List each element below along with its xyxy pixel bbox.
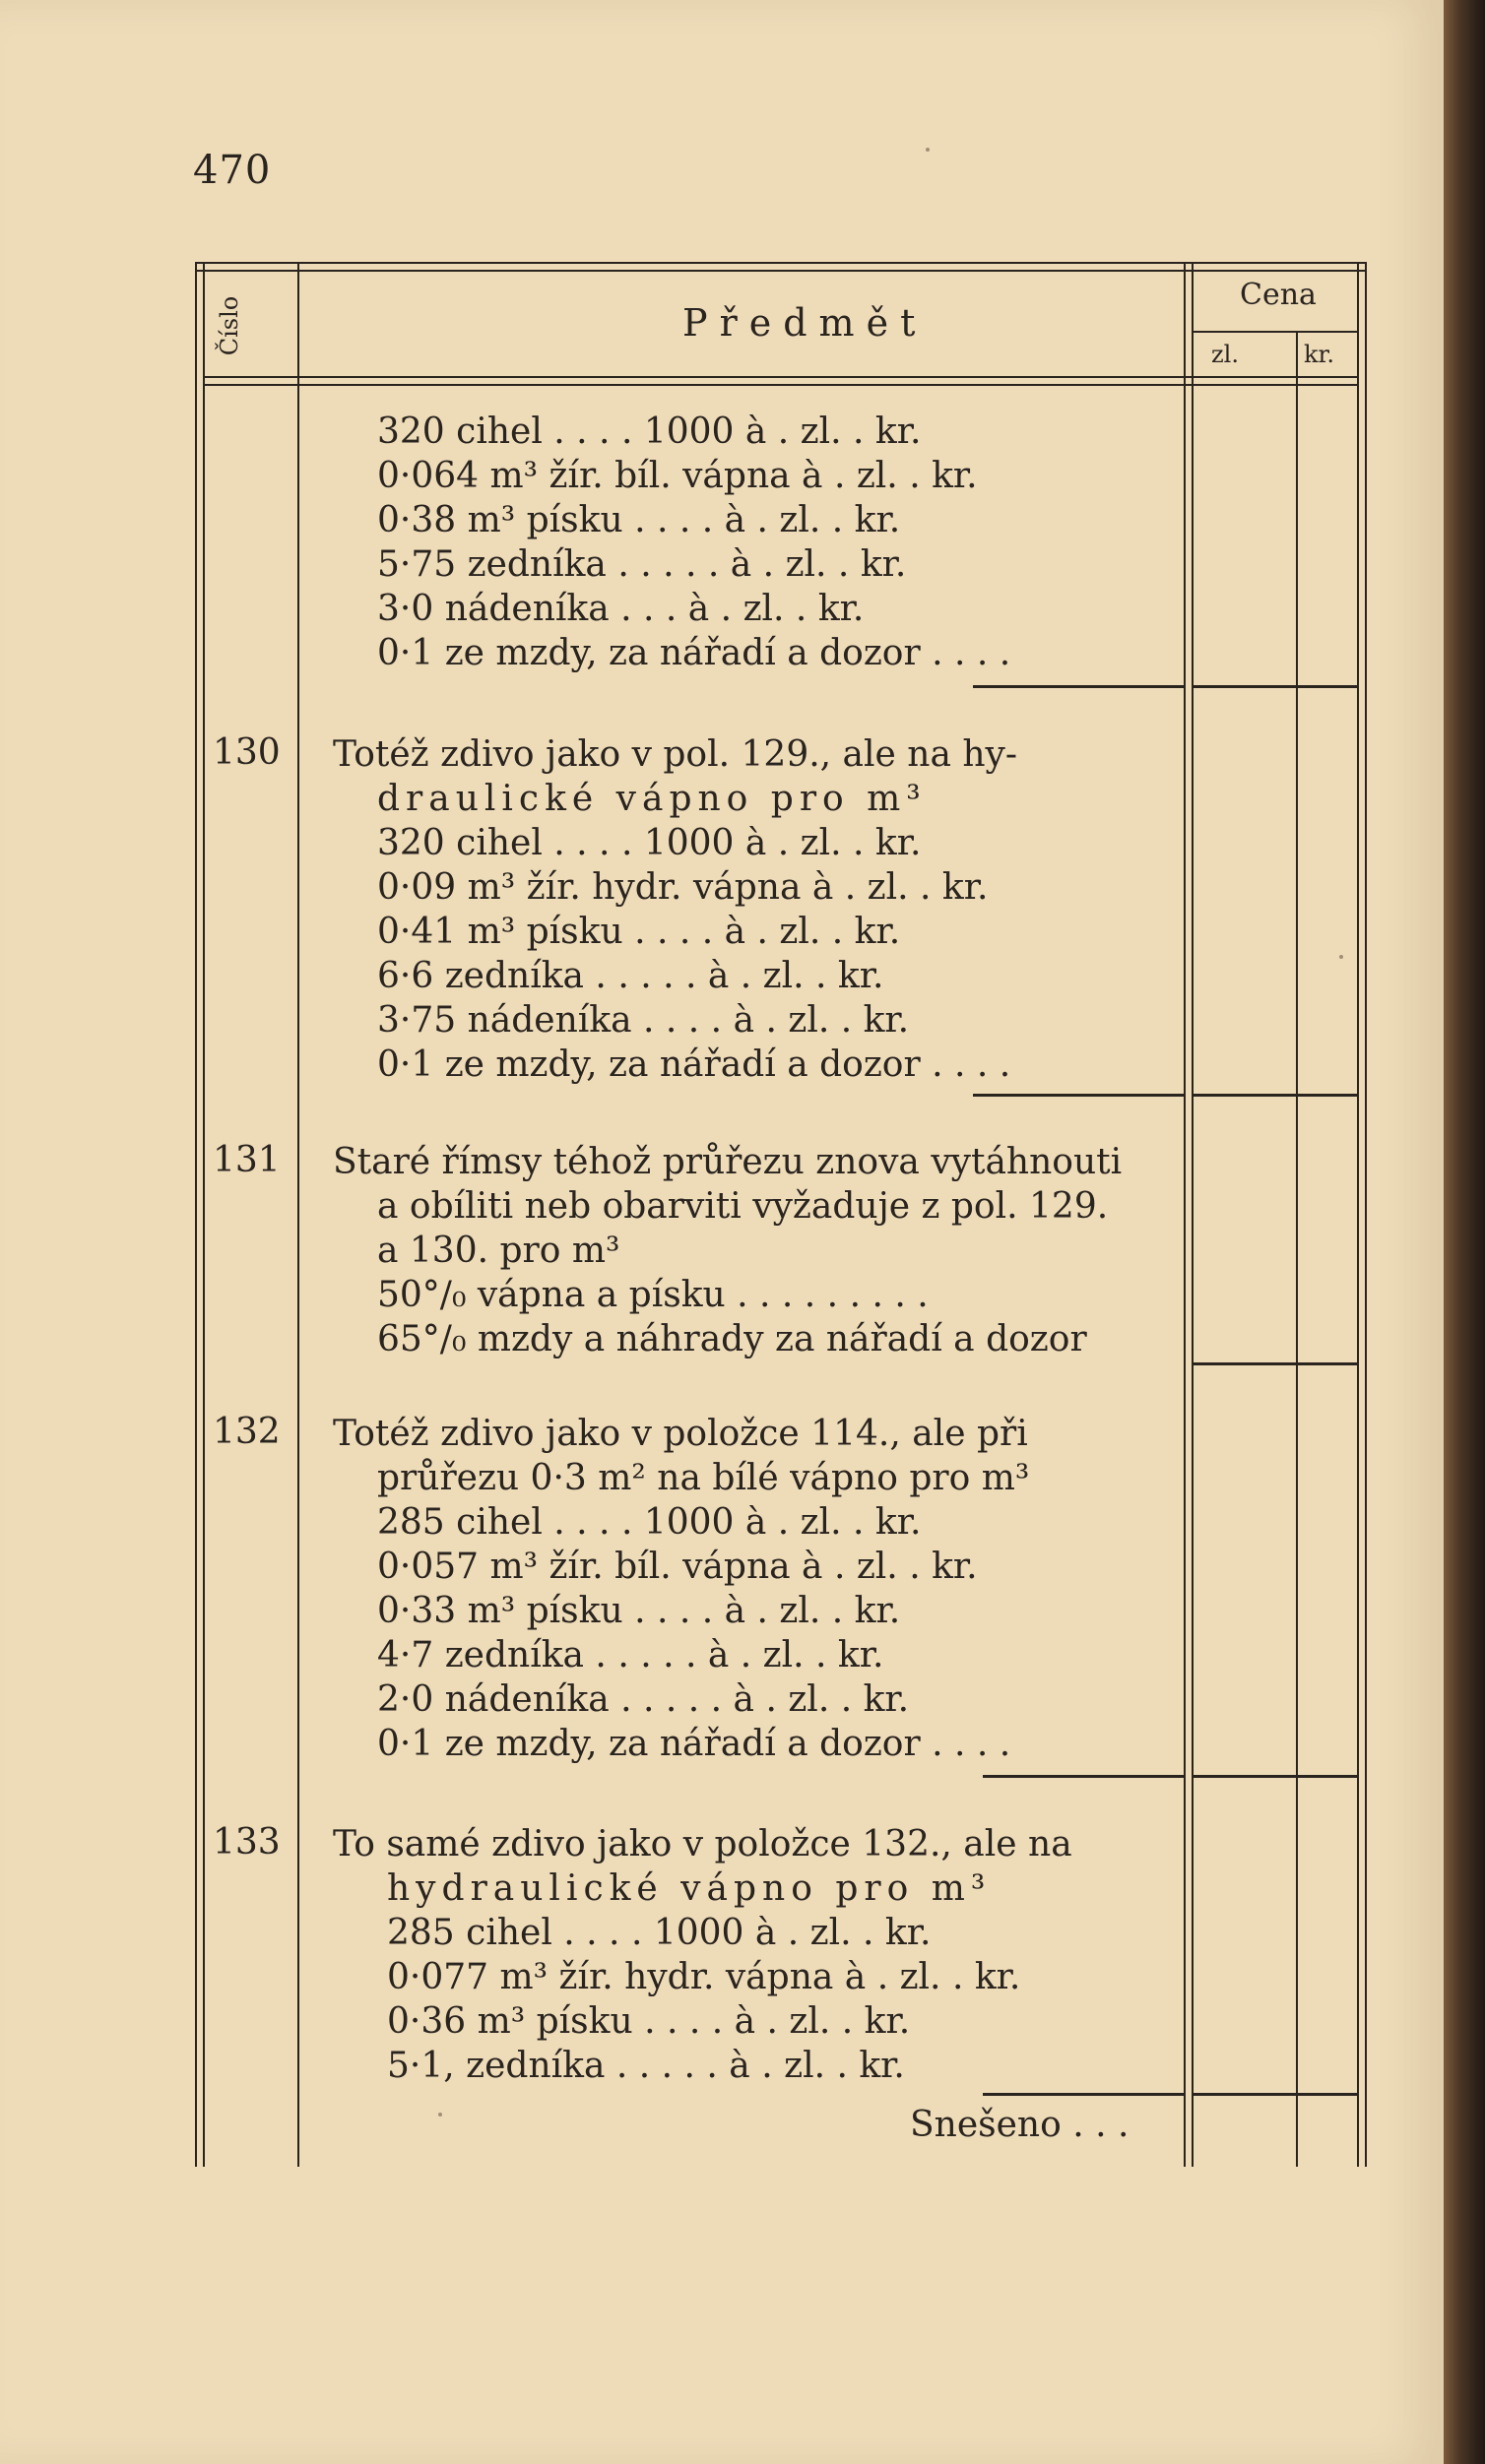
item-line: Totéž zdivo jako v pol. 129., ale na hy- xyxy=(333,734,1018,775)
item-line: průřezu 0·3 m² na bílé vápno pro m³ xyxy=(377,1458,1030,1498)
item-line: 320 cihel . . . . 1000 à . zl. . kr. xyxy=(377,411,922,452)
column-header-price: Cena xyxy=(1240,278,1317,312)
item-line: a 130. pro m³ xyxy=(377,1231,620,1271)
carried-forward-label: Snešeno . . . xyxy=(910,2105,1130,2145)
item-line: a obíliti neb obarviti vyžaduje z pol. 129. xyxy=(377,1186,1109,1227)
item-line: 0·1 ze mzdy, za nářadí a dozor . . . . xyxy=(377,633,1011,673)
item-line: 4·7 zedníka . . . . . à . zl. . kr. xyxy=(377,1635,884,1675)
item-line: To samé zdivo jako v položce 132., ale na xyxy=(333,1824,1072,1864)
item-line: 6·6 zedníka . . . . . à . zl. . kr. xyxy=(377,956,884,996)
column-header-number: Číslo xyxy=(216,295,244,356)
item-line: 0·1 ze mzdy, za nářadí a dozor . . . . xyxy=(377,1044,1011,1085)
item-line: 0·36 m³ písku . . . . à . zl. . kr. xyxy=(387,2001,911,2042)
item-line: 65°/₀ mzdy a náhrady za nářadí a dozor xyxy=(377,1319,1087,1359)
column-header-subject: Předmět xyxy=(682,301,928,345)
item-line: draulické vápno pro m³ xyxy=(377,779,927,819)
item-line: 0·064 m³ žír. bíl. vápna à . zl. . kr. xyxy=(377,456,978,496)
book-gutter xyxy=(1444,0,1485,2464)
item-line: 285 cihel . . . . 1000 à . zl. . kr. xyxy=(377,1502,922,1543)
column-header-zl: zl. xyxy=(1211,341,1239,368)
item-line: 0·1 ze mzdy, za nářadí a dozor . . . . xyxy=(377,1724,1011,1764)
column-header-kr: kr. xyxy=(1304,341,1335,368)
item-line: 0·38 m³ písku . . . . à . zl. . kr. xyxy=(377,500,901,540)
item-number: 132 xyxy=(213,1412,281,1452)
item-line: 5·1, zedníka . . . . . à . zl. . kr. xyxy=(387,2046,905,2086)
item-line: 0·077 m³ žír. hydr. vápna à . zl. . kr. xyxy=(387,1957,1021,1997)
item-line: 5·75 zedníka . . . . . à . zl. . kr. xyxy=(377,544,907,585)
item-line: 2·0 nádeníka . . . . . à . zl. . kr. xyxy=(377,1679,910,1720)
item-line: Staré římsy téhož průřezu znova vytáhnouti xyxy=(333,1142,1123,1182)
item-line: 320 cihel . . . . 1000 à . zl. . kr. xyxy=(377,823,922,863)
item-line: 0·09 m³ žír. hydr. vápna à . zl. . kr. xyxy=(377,867,989,908)
paper-speck xyxy=(926,148,930,152)
item-line: 0·41 m³ písku . . . . à . zl. . kr. xyxy=(377,912,901,952)
item-line: Totéž zdivo jako v položce 114., ale při xyxy=(333,1414,1028,1454)
page-number: 470 xyxy=(193,148,272,193)
item-line: 50°/₀ vápna a písku . . . . . . . . . xyxy=(377,1275,929,1315)
item-line: 0·057 m³ žír. bíl. vápna à . zl. . kr. xyxy=(377,1547,978,1587)
item-number: 131 xyxy=(213,1140,281,1180)
item-number: 130 xyxy=(213,732,281,773)
item-line: hydraulické vápno pro m³ xyxy=(387,1868,992,1909)
item-line: 3·75 nádeníka . . . . à . zl. . kr. xyxy=(377,1000,910,1041)
price-table xyxy=(195,262,1367,2167)
item-line: 3·0 nádeníka . . . à . zl. . kr. xyxy=(377,589,865,629)
item-number: 133 xyxy=(213,1822,281,1863)
item-line: 0·33 m³ písku . . . . à . zl. . kr. xyxy=(377,1591,901,1631)
item-line: 285 cihel . . . . 1000 à . zl. . kr. xyxy=(387,1913,932,1953)
